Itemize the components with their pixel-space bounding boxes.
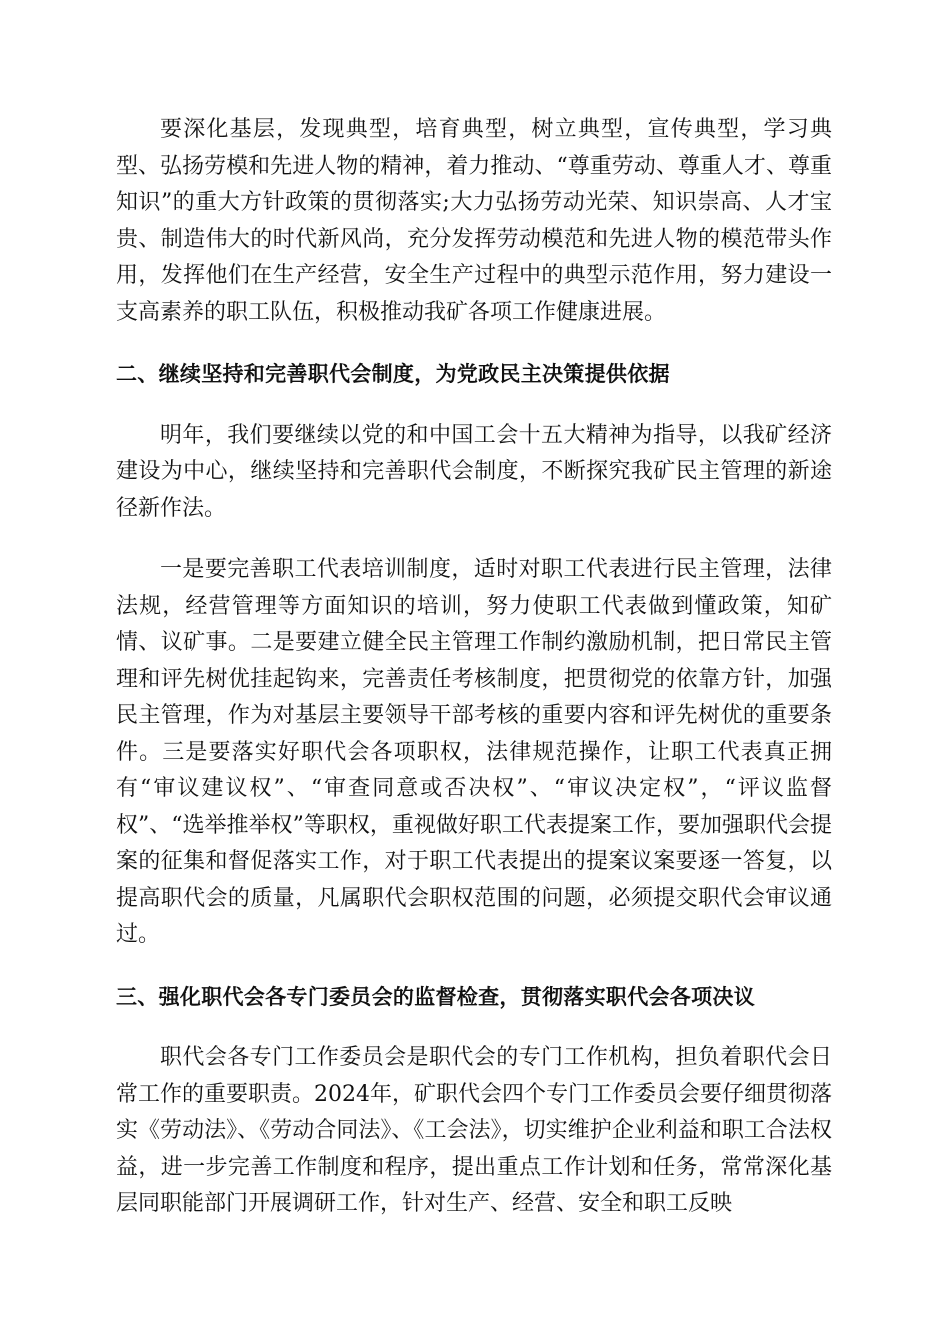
spacer bbox=[116, 1015, 832, 1040]
section-heading-3: 三、强化职代会各专门委员会的监督检查，贯彻落实职代会各项决议 bbox=[116, 984, 755, 1009]
spacer bbox=[116, 331, 832, 356]
document-body bbox=[116, 112, 832, 1223]
paragraph-three-points: 一是要完善职工代表培训制度，适时对职工代表进行民主管理，法律法规，经营管理等方面知识的培训，努力使职工代表做到懂政策，知矿情、议矿事。二是要建立健全民主管理工作制约激励机制，把日常民主管理和评先树优挂起钩来，完善责任考核制度，把贯彻党的依靠方针，加强民主管理，作为对基层主要领导干部考核的重要内容和评先树优的重要条件。三是要落实好职代会各项职权，法律规范操作，让职工代表真正拥有“审议建议权”、“审查同意或否决权”、“审议决定权”，“评议监督权”、“选举推举权”等职权，重视做好职工代表提案工作，要加强职代会提案的征集和督促落实工作，对于职工代表提出的提案议案要逐一答复，以提高职代会的质量，凡属职代会职权范围的问题，必须提交职代会审议通过。 bbox=[116, 557, 832, 947]
paragraph-next-year: 明年，我们要继续以党的和中国工会十五大精神为指导，以我矿经济建设为中心，继续坚持和完善职代会制度，不断探究我矿民主管理的新途径新作法。 bbox=[116, 422, 832, 521]
section-heading-2: 二、继续坚持和完善职代会制度，为党政民主决策提供依据 bbox=[116, 362, 670, 386]
spacer bbox=[116, 954, 832, 979]
paragraph-typical-models: 要深化基层，发现典型，培育典型，树立典型，宣传典型，学习典型、弘扬劳模和先进人物的精神，着力推动、“尊重劳动、尊重人才、尊重知识”的重大方针政策的贯彻落实;大力弘扬劳动光荣、知识崇高、人才宝贵、制造伟大的时代新风尚，充分发挥劳动模范和先进人物的模范带头作用，发挥他们在生产经营，安全生产过程中的典型示范作用，努力建设一支高素养的职工队伍，积极推动我矿各项工作健康进展。 bbox=[116, 117, 832, 325]
spacer bbox=[116, 527, 832, 552]
spacer bbox=[116, 393, 832, 418]
paragraph-committees: 职代会各专门工作委员会是职代会的专门工作机构，担负着职代会日常工作的重要职责。2024年，矿职代会四个专门工作委员会要仔细贯彻落实《劳动法》、《劳动合同法》、《工会法》，切实维护企业利益和职工合法权益，进一步完善工作制度和程序，提出重点工作计划和任务，常常深化基层同职能部门开展调研工作，针对生产、经营、安全和职工反映 bbox=[116, 1045, 832, 1216]
